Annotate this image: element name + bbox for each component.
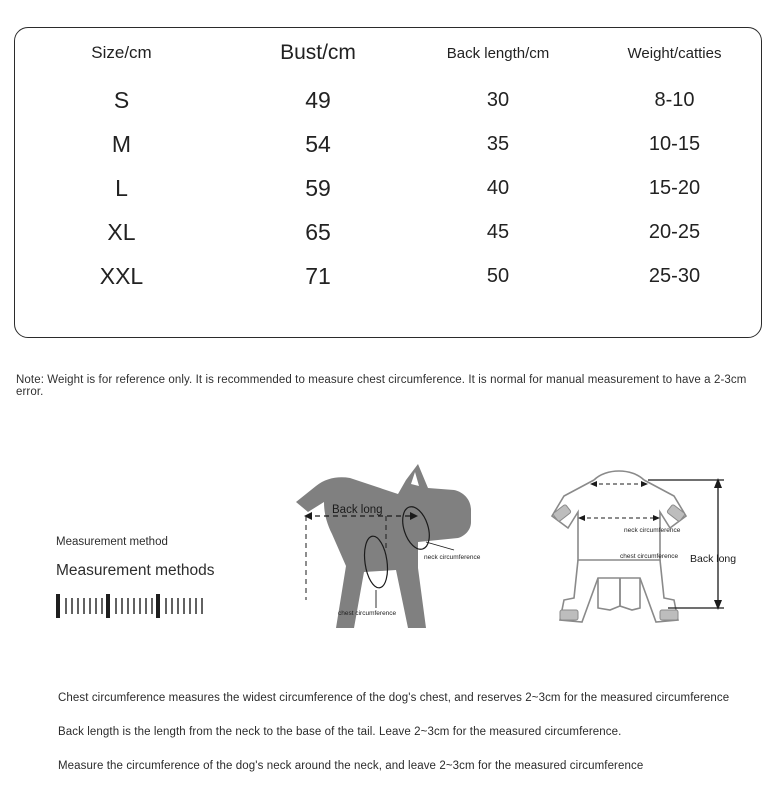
measurement-note: Note: Weight is for reference only. It is recommended to measure chest circumference. It is normal for manual measurement to have a 2-3cm error. — [16, 374, 747, 398]
column-header-size: Size/cm — [91, 43, 152, 62]
cell-weight: 10-15 — [648, 132, 701, 155]
cell-weight: 15-20 — [648, 176, 701, 199]
cell-bust: 49 — [305, 86, 331, 113]
column-header-back-length: Back length/cm — [446, 44, 550, 62]
size-chart-card — [14, 27, 762, 338]
cell-weight: 8-10 — [654, 88, 695, 111]
column-header-weight: Weight/catties — [627, 44, 722, 62]
cell-back-length: 45 — [486, 220, 510, 243]
measurement-method-label-big: Measurement methods — [56, 562, 215, 579]
cell-bust: 59 — [305, 174, 331, 201]
cell-bust: 71 — [305, 262, 331, 289]
column-header-bust: Bust/cm — [280, 41, 356, 64]
size-chart-table — [15, 28, 761, 298]
cell-size: XL — [107, 218, 136, 245]
dog-chest-circumference-label: chest circumference — [338, 610, 397, 617]
cell-back-length: 30 — [486, 88, 510, 111]
measurement-method-label-small: Measurement method — [56, 536, 168, 548]
instruction-chest: Chest circumference measures the widest circumference of the dog's chest, and reserves 2~3cm for the measured circumference — [58, 692, 730, 704]
instruction-neck: Measure the circumference of the dog's neck around the neck, and leave 2~3cm for the measured circumference — [58, 760, 644, 772]
table-row — [15, 166, 761, 210]
cell-back-length: 40 — [486, 176, 510, 199]
garment-outline-icon — [528, 450, 758, 650]
garment-neck-circumference-label: neck circumference — [624, 527, 681, 534]
table-header-row — [15, 28, 761, 78]
ruler-icon — [56, 592, 206, 620]
measurement-instructions — [58, 692, 758, 794]
cell-size: S — [113, 86, 130, 113]
table-row — [15, 210, 761, 254]
cell-bust: 65 — [305, 218, 331, 245]
instruction-back-length: Back length is the length from the neck to the base of the tail. Leave 2~3cm for the measured circumference. — [58, 726, 622, 738]
cell-bust: 54 — [305, 130, 331, 157]
cell-weight: 20-25 — [648, 220, 701, 243]
garment-chest-circumference-label: chest circumference — [620, 553, 679, 560]
cell-size: M — [111, 130, 132, 157]
cell-weight: 25-30 — [648, 264, 701, 287]
cell-back-length: 35 — [486, 132, 510, 155]
illustration-area — [0, 440, 776, 680]
cell-back-length: 50 — [486, 264, 510, 287]
cell-size: L — [115, 174, 128, 201]
garment-measurement-diagram — [528, 450, 758, 650]
cell-size: XXL — [99, 262, 144, 289]
table-row — [15, 78, 761, 122]
dog-neck-circumference-label: neck circumference — [424, 554, 481, 561]
dog-silhouette-icon — [268, 450, 498, 650]
table-row — [15, 122, 761, 166]
garment-back-long-label: Back long — [690, 553, 737, 565]
dog-back-long-label: Back long — [332, 504, 383, 516]
dog-measurement-diagram — [268, 450, 498, 650]
table-row — [15, 254, 761, 298]
